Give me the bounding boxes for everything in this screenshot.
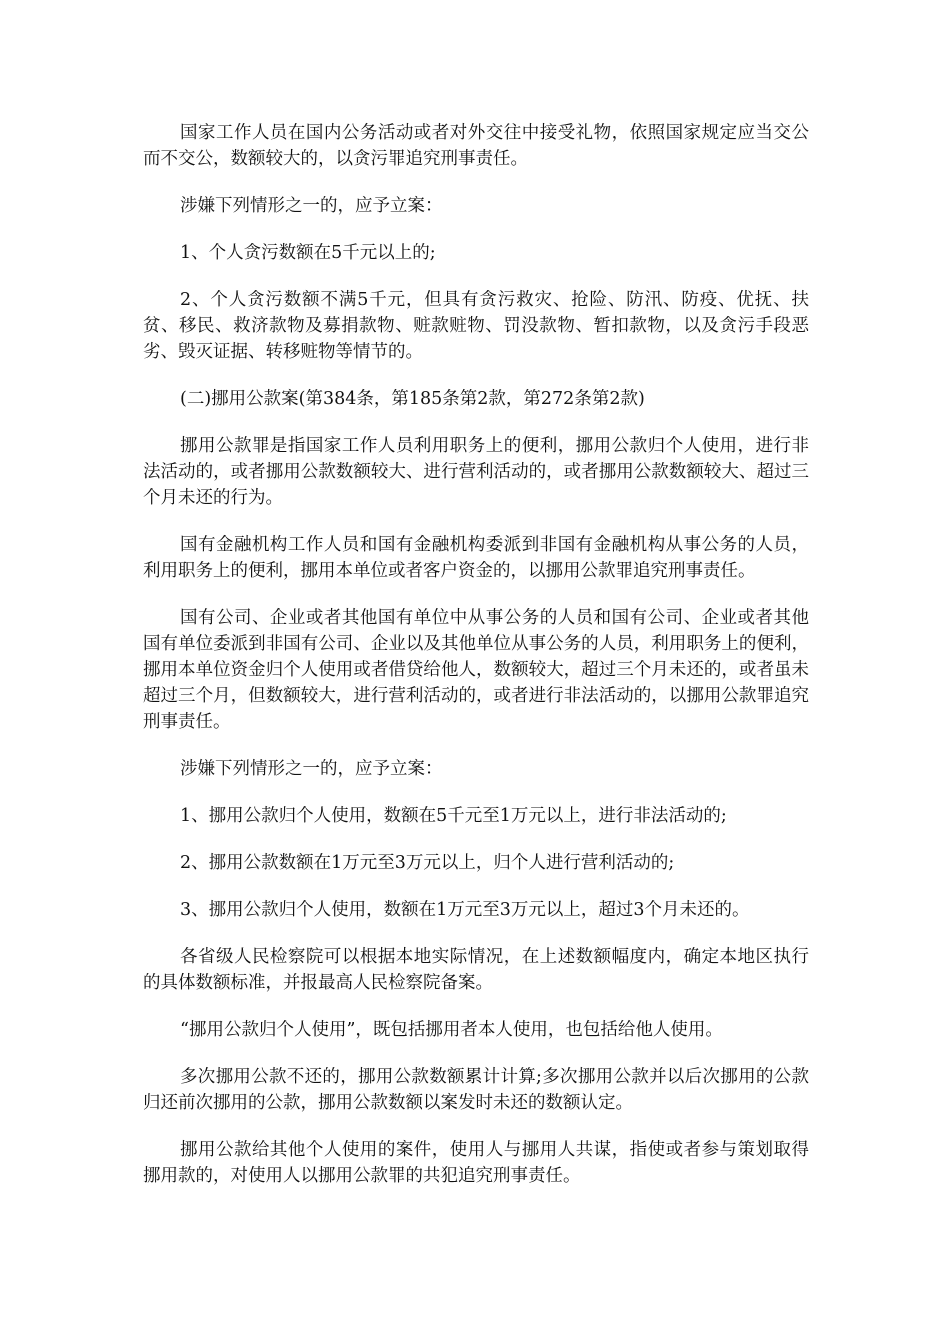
paragraph-embezzlement-definition: 挪用公款罪是指国家工作人员利用职务上的便利，挪用公款归个人使用，进行非法活动的，或者挪用公款数额较大、进行营利活动的，或者挪用公款数额较大、超过三个月未还的行为。 [143, 436, 809, 508]
paragraph-personal-use: “挪用公款归个人使用”，既包括挪用者本人使用，也包括给他人使用。 [180, 1020, 723, 1040]
paragraph-accomplice: 挪用公款给其他个人使用的案件，使用人与挪用人共谋，指使或者参与策划取得挪用款的，对使用人以挪用公款罪的共犯追究刑事责任。 [143, 1140, 809, 1186]
paragraph-filing-item-2: 2、个人贪污数额不满5千元，但具有贪污救灾、抢险、防汛、防疫、优抚、扶贫、移民、救济款物及募捐款物、赃款赃物、罚没款物、暂扣款物，以及贪污手段恶劣、毁灭证据、转移赃物等情节的。 [143, 290, 809, 362]
paragraph-filing-intro-2: 涉嫌下列情形之一的，应予立案： [180, 759, 443, 779]
paragraph-provincial-standard: 各省级人民检察院可以根据本地实际情况，在上述数额幅度内，确定本地区执行的具体数额标准，并报最高人民检察院备案。 [143, 947, 809, 993]
paragraph-embezzle-item-3: 3、挪用公款归个人使用，数额在1万元至3万元以上，超过3个月未还的。 [180, 900, 750, 920]
paragraph-filing-intro-1: 涉嫌下列情形之一的，应予立案： [180, 196, 443, 216]
paragraph-financial-institution: 国有金融机构工作人员和国有金融机构委派到非国有金融机构从事公务的人员，利用职务上的便利，挪用本单位或者客户资金的，以挪用公款罪追究刑事责任。 [143, 535, 809, 581]
paragraph-gift-corruption: 国家工作人员在国内公务活动或者对外交往中接受礼物，依照国家规定应当交公而不交公，数额较大的，以贪污罪追究刑事责任。 [143, 123, 809, 169]
document-body [143, 120, 809, 1210]
paragraph-embezzle-item-1: 1、挪用公款归个人使用，数额在5千元至1万元以上，进行非法活动的; [180, 806, 727, 826]
section-heading-embezzlement: (二)挪用公款案(第384条，第185条第2款，第272条第2款) [180, 389, 645, 409]
paragraph-filing-item-1: 1、个人贪污数额在5千元以上的; [180, 243, 436, 263]
paragraph-embezzle-item-2: 2、挪用公款数额在1万元至3万元以上，归个人进行营利活动的; [180, 853, 675, 873]
paragraph-state-company: 国有公司、企业或者其他国有单位中从事公务的人员和国有公司、企业或者其他国有单位委派到非国有公司、企业以及其他单位从事公务的人员，利用职务上的便利，挪用本单位资金归个人使用或者借贷给他人，数额较大，超过三个月未还的，或者虽未超过三个月，但数额较大，进行营利活动的，或者进行非法活动的，以挪用公款罪追究刑事责任。 [143, 608, 809, 732]
paragraph-multiple-embezzlement: 多次挪用公款不还的，挪用公款数额累计计算;多次挪用公款并以后次挪用的公款归还前次挪用的公款，挪用公款数额以案发时未还的数额认定。 [143, 1067, 809, 1113]
